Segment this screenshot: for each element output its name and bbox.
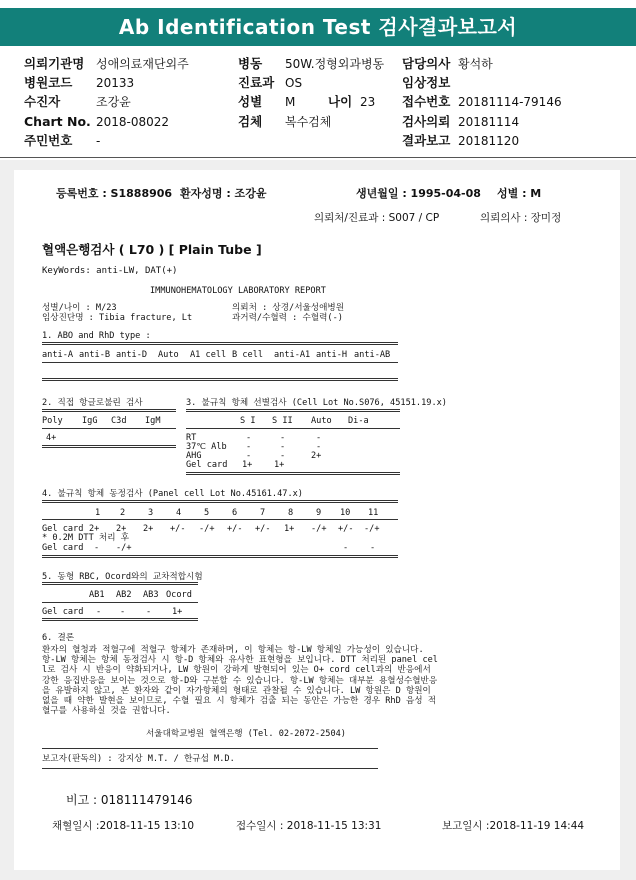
- keywords: KeyWords: anti-LW, DAT(+): [42, 266, 178, 276]
- s5-col: AB1: [89, 590, 105, 600]
- examinee-value: 조강윤: [96, 95, 131, 109]
- s3-cell: 2+: [311, 451, 322, 461]
- signature-rule-top: [42, 748, 378, 749]
- s4-cell: 1+: [284, 524, 295, 534]
- received-at: 접수일시 : 2018-11-15 13:31: [236, 820, 382, 832]
- s1-col: anti-B: [79, 350, 111, 360]
- signature-org: 서울대학교병원 혈액은행 (Tel. 02-2072-2504): [146, 729, 346, 739]
- s4-col: 10: [340, 508, 351, 518]
- s3-col: S II: [272, 416, 293, 426]
- s3-row-label: Gel card: [186, 460, 228, 470]
- sex-age: 성별/나이 : M/23: [42, 303, 117, 313]
- ref-dept: 의뢰처 : 상경/서울성애병원: [232, 303, 345, 313]
- ward-value: 50W.정형외과병동: [285, 57, 385, 71]
- s1-col: anti-A1: [274, 350, 311, 360]
- s4-col: 8: [288, 508, 294, 518]
- s2-rule-top: [42, 409, 176, 412]
- age-label: 나이: [328, 94, 353, 109]
- s4-col: 11: [368, 508, 379, 518]
- sex-label: 성별: [238, 94, 263, 109]
- s1-rule-mid: [42, 362, 398, 363]
- s2-col: IgM: [145, 416, 161, 426]
- accession-label: 접수번호: [402, 94, 451, 109]
- s5-col: AB2: [116, 590, 132, 600]
- s3-cell: 1+: [274, 460, 285, 470]
- s5-cell: 1+: [172, 607, 183, 617]
- s4-cell: -/+: [311, 524, 327, 534]
- s5-row-label: Gel card: [42, 607, 84, 617]
- s4-col: 1: [95, 508, 101, 518]
- s2-rule-bottom: [42, 445, 176, 448]
- collected-at: 채혈일시 :2018-11-15 13:10: [52, 820, 195, 832]
- report-doctor: 의뢰의사 : 장미정: [480, 212, 562, 224]
- s2-col: C3d: [111, 416, 127, 426]
- accession-value: 20181114-79146: [458, 95, 562, 109]
- signature-rule-bottom: [42, 768, 378, 769]
- s6-title: 6. 결론: [42, 633, 75, 643]
- s1-col: anti-D: [116, 350, 148, 360]
- examinee-label: 수진자: [24, 94, 61, 109]
- s4-cell: 2+: [116, 524, 127, 534]
- s3-cell: 1+: [242, 460, 253, 470]
- lab-title: IMMUNOHEMATOLOGY LABORATORY REPORT: [150, 286, 326, 296]
- s3-row-label: RT: [186, 433, 197, 443]
- s3-cell: -: [280, 451, 286, 461]
- resident-no-value: -: [96, 134, 101, 148]
- s4-cell: 2+: [89, 524, 100, 534]
- s4-rule-bottom: [42, 555, 398, 558]
- chart-no-value: 2018-08022: [96, 115, 170, 129]
- s4-cell: +/-: [227, 524, 243, 534]
- reg-no: 등록번호 : S1888906: [56, 187, 173, 200]
- s4-col: 4: [176, 508, 182, 518]
- s4-cell: +/-: [338, 524, 354, 534]
- report-date: 20181120: [458, 134, 520, 148]
- doctor-value: 황석하: [458, 57, 493, 71]
- resident-no-label: 주민번호: [24, 133, 73, 148]
- s3-cell: -: [316, 442, 322, 452]
- s5-cell: -: [120, 607, 126, 617]
- s4-col: 6: [232, 508, 238, 518]
- s3-cell: -: [246, 433, 252, 443]
- conclusion-text: 환자의 혈청과 적혈구에 적혈구 항체가 존재하며, 이 항체는 항-LW 항체일 가능성이 있습니다. 항-LW 항체는 항체 동정검사 시 항-D 항체와 유사한 표현형을 보입니다. DTT 처리된 panel cell로 검사 시 반응이 약화되거나, LW 항원이 강하게 발현되어 있는 O+ cord cell과의 반응에서 강한 응집반응을 보이는 것으로 항-D와 구분할 수 있습니다. 항-LW 항체는 대부분 용혈성수혈반응을 유발하지 않고, 본 환자와 같이 자가항체의 형태로 관찰될 수 있습니다. LW 항원은 D 항원이 없을 때 약한 발현을 보이므로, 수혈 필요 시 항체가 검출 되는 동안은 가능한 경우 RhD 음성 적혈구를 사용하실 것을 권합니다.: [42, 645, 438, 717]
- s3-col: Auto: [311, 416, 332, 426]
- s4-cell: -/+: [116, 543, 132, 553]
- s4-row-label: Gel card: [42, 524, 84, 534]
- s1-col: anti-H: [316, 350, 348, 360]
- s3-rule-mid: [186, 428, 400, 429]
- reported-at: 보고일시 :2018-11-19 14:44: [442, 820, 585, 832]
- s5-rule-top: [42, 582, 198, 585]
- dob: 생년월일 : 1995-04-08: [356, 187, 481, 200]
- s1-col: anti-A: [42, 350, 74, 360]
- clinical-info-label: 임상정보: [402, 75, 451, 90]
- s5-col: Ocord: [166, 590, 192, 600]
- s5-title: 5. 동형 RBC, Ocord와의 교차적합시험: [42, 572, 203, 582]
- dept-value: OS: [285, 76, 303, 90]
- header-info: [0, 50, 636, 154]
- s4-note: * 0.2M DTT 처리 후: [42, 533, 129, 543]
- s2-rule-mid: [42, 428, 176, 429]
- s2-title: 2. 직접 항글로불린 검사: [42, 398, 143, 408]
- specimen-value: 복수검체: [285, 115, 332, 129]
- s3-rule-bottom: [186, 472, 400, 475]
- chart-no-label: Chart No.: [24, 114, 91, 129]
- header-divider: [0, 157, 636, 158]
- s4-cell: -: [343, 543, 349, 553]
- s4-col: 3: [148, 508, 154, 518]
- ward-dept: 의뢰처/진료과 : S007 / CP: [314, 212, 440, 224]
- s3-cell: -: [280, 442, 286, 452]
- s4-cell: -: [370, 543, 376, 553]
- s3-col: Di-a: [348, 416, 369, 426]
- s2-col: IgG: [82, 416, 98, 426]
- s1-col: Auto: [158, 350, 179, 360]
- s3-cell: -: [246, 451, 252, 461]
- s4-cell: -/+: [364, 524, 380, 534]
- patient-name: 환자성명 : 조강윤: [180, 187, 267, 200]
- s5-cell: -: [146, 607, 152, 617]
- s4-cell: +/-: [170, 524, 186, 534]
- s3-title: 3. 불규칙 항체 선별검사 (Cell Lot No.S076, 45151.19.x): [186, 398, 447, 408]
- s2-value: 4+: [46, 433, 57, 443]
- request-date: 20181114: [458, 115, 520, 129]
- s3-row-label: 37℃ Alb: [186, 442, 227, 452]
- s3-cell: -: [316, 433, 322, 443]
- report-title: Ab Identification Test 검사결과보고서: [0, 8, 636, 46]
- test-title: 혈액은행검사 ( L70 ) [ Plain Tube ]: [42, 242, 262, 257]
- s5-col: AB3: [143, 590, 159, 600]
- s4-rule-mid: [42, 519, 398, 520]
- s4-cell: -: [94, 543, 100, 553]
- request-label: 검사의뢰: [402, 114, 451, 129]
- s3-cell: -: [280, 433, 286, 443]
- s3-col: S I: [240, 416, 256, 426]
- s4-cell: -/+: [199, 524, 215, 534]
- institution-label: 의뢰기관명: [24, 56, 85, 71]
- specimen-label: 검체: [238, 114, 263, 129]
- s4-title: 4. 불규칙 항체 동정검사 (Panel cell Lot No.45161.47.x): [42, 489, 303, 499]
- age-value: 23: [360, 95, 376, 109]
- s4-col: 5: [204, 508, 210, 518]
- s4-col: 9: [316, 508, 322, 518]
- s3-row-label: AHG: [186, 451, 202, 461]
- s5-rule-bottom: [42, 618, 198, 621]
- s1-title: 1. ABO and RhD type :: [42, 331, 151, 341]
- s4-row-label: Gel card: [42, 543, 84, 553]
- s1-rule-top: [42, 342, 398, 345]
- s1-rule-bottom: [42, 378, 398, 381]
- s3-cell: -: [246, 442, 252, 452]
- hospital-code-value: 20133: [96, 76, 135, 90]
- s2-col: Poly: [42, 416, 63, 426]
- dept-label: 진료과: [238, 75, 275, 90]
- clinical-dx: 임상진단명 : Tibia fracture, Lt: [42, 313, 193, 323]
- report-sex: 성별 : M: [497, 187, 542, 200]
- s4-rule-top: [42, 500, 398, 503]
- s1-col: anti-AB: [354, 350, 391, 360]
- s1-col: A1 cell: [190, 350, 227, 360]
- doctor-label: 담당의사: [402, 56, 451, 71]
- reporter: 보고자(판독의) : 강지상 M.T. / 한규섭 M.D.: [42, 754, 235, 764]
- s5-cell: -: [96, 607, 102, 617]
- s4-col: 7: [260, 508, 266, 518]
- s4-cell: 2+: [143, 524, 154, 534]
- history: 과거력/수혈력 : 수혈력(-): [232, 313, 343, 323]
- hospital-code-label: 병원코드: [24, 75, 73, 90]
- s4-cell: +/-: [255, 524, 271, 534]
- remark: 비고 : 018111479146: [66, 793, 193, 807]
- institution-value: 성애의료재단외주: [96, 57, 189, 71]
- s5-rule-mid: [42, 602, 198, 603]
- sex-value: M: [285, 95, 296, 109]
- s3-rule-top: [186, 409, 400, 412]
- ward-label: 병동: [238, 56, 263, 71]
- s1-col: B cell: [232, 350, 264, 360]
- report-label: 결과보고: [402, 133, 451, 148]
- s4-col: 2: [120, 508, 126, 518]
